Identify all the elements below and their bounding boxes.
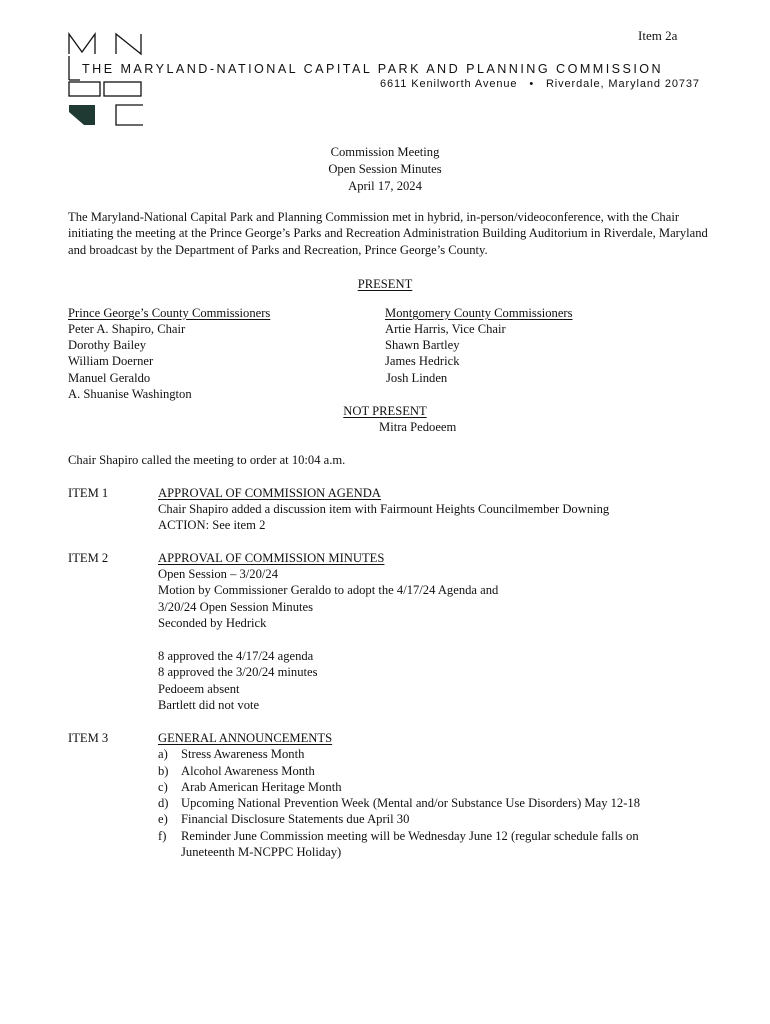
address-street: 6611 Kenilworth Avenue <box>380 78 518 90</box>
logo-letter-p <box>69 82 100 96</box>
list-marker: d) <box>158 796 169 810</box>
list-marker: a) <box>158 747 168 761</box>
list-text: Arab American Heritage Month <box>181 780 342 794</box>
item-2-vote: 8 approved the 4/17/24 agenda <box>158 649 314 663</box>
mc-member: James Hedrick <box>385 354 460 368</box>
mc-member: Artie Harris, Vice Chair <box>385 322 506 336</box>
item-2-label: ITEM 2 <box>68 551 109 565</box>
item-3-heading: GENERAL ANNOUNCEMENTS <box>158 731 333 745</box>
doc-title-line1: Commission Meeting <box>330 145 440 159</box>
logo-letter-n <box>116 34 141 54</box>
item-1-label: ITEM 1 <box>68 486 109 500</box>
item-1-action: ACTION: See item 2 <box>158 518 266 532</box>
pg-member: William Doerner <box>68 354 154 368</box>
list-marker: e) <box>158 812 168 826</box>
list-text: Financial Disclosure Statements due April 30 <box>181 812 410 826</box>
list-text: Reminder June Commission meeting will be Wednesday June 12 (regular schedule falls on <box>181 829 639 843</box>
item-2-vote: Pedoeem absent <box>158 682 240 696</box>
mc-member: Shawn Bartley <box>385 338 460 352</box>
item-1-heading: APPROVAL OF COMMISSION AGENDA <box>158 486 381 500</box>
org-name: THE MARYLAND-NATIONAL CAPITAL PARK AND PLANNING COMMISSION <box>82 62 664 76</box>
pg-member: Dorothy Bailey <box>68 338 146 352</box>
item-2-vote: Bartlett did not vote <box>158 698 260 712</box>
list-text: Upcoming National Prevention Week (Mental and/or Substance Use Disorders) May 12-18 <box>181 796 641 810</box>
announcement-item <box>158 811 409 827</box>
address-city: Riverdale, Maryland 20737 <box>545 78 700 90</box>
not-present-member: Mitra Pedoeem <box>379 420 457 434</box>
logo-letter-c <box>116 105 143 125</box>
list-marker: c) <box>158 780 168 794</box>
announcement-item <box>158 746 304 762</box>
item-1-line: Chair Shapiro added a discussion item with Fairmount Heights Councilmember Downing <box>158 502 610 516</box>
announcement-item <box>158 763 315 779</box>
list-text: Stress Awareness Month <box>181 747 305 761</box>
item-2-vote: 8 approved the 3/20/24 minutes <box>158 665 318 679</box>
call-to-order: Chair Shapiro called the meeting to order at 10:04 a.m. <box>68 453 346 467</box>
logo-letter-m <box>69 34 95 54</box>
pg-member: Peter A. Shapiro, Chair <box>68 322 186 336</box>
mncppc-logo <box>66 30 146 128</box>
item-2-line: 3/20/24 Open Session Minutes <box>158 600 313 614</box>
list-marker: b) <box>158 764 169 778</box>
pg-member: A. Shuanise Washington <box>68 387 192 401</box>
mc-commissioners-heading: Montgomery County Commissioners <box>385 306 573 320</box>
pg-commissioners-heading: Prince George’s County Commissioners <box>68 306 271 320</box>
org-address <box>380 78 700 90</box>
pg-member: Manuel Geraldo <box>68 371 151 385</box>
item-2-line: Seconded by Hedrick <box>158 616 267 630</box>
intro-paragraph: The Maryland-National Capital Park and Planning Commission met in hybrid, in-person/videoconference, with the Chair initiating the meeting at the Prince George’s Parks and Recreation Administration Building Auditorium in Riverdale, Maryland and broadcast by the Department of Parks and Recreation, Prince George’s County. <box>68 210 708 257</box>
logo-tree-mark <box>69 105 95 125</box>
doc-date: April 17, 2024 <box>348 179 422 193</box>
item-2-line: Motion by Commissioner Geraldo to adopt the 4/17/24 Agenda and <box>158 583 499 597</box>
mc-member: Josh Linden <box>386 371 448 385</box>
item-2-heading: APPROVAL OF COMMISSION MINUTES <box>158 551 385 565</box>
list-marker: f) <box>158 829 167 843</box>
item-3-label: ITEM 3 <box>68 731 109 745</box>
address-separator: • <box>529 78 535 90</box>
item-2-line: Open Session – 3/20/24 <box>158 567 278 581</box>
announcement-continuation: Juneteenth M-NCPPC Holiday) <box>181 845 342 859</box>
doc-title-line2: Open Session Minutes <box>328 162 442 176</box>
announcement-item <box>158 828 639 844</box>
announcement-item <box>158 779 342 795</box>
announcement-item <box>158 795 640 811</box>
present-heading: PRESENT <box>357 277 413 291</box>
logo-letter-p2 <box>104 82 141 96</box>
list-text: Alcohol Awareness Month <box>181 764 315 778</box>
not-present-heading: NOT PRESENT <box>343 404 427 418</box>
item-label: Item 2a <box>638 28 678 43</box>
